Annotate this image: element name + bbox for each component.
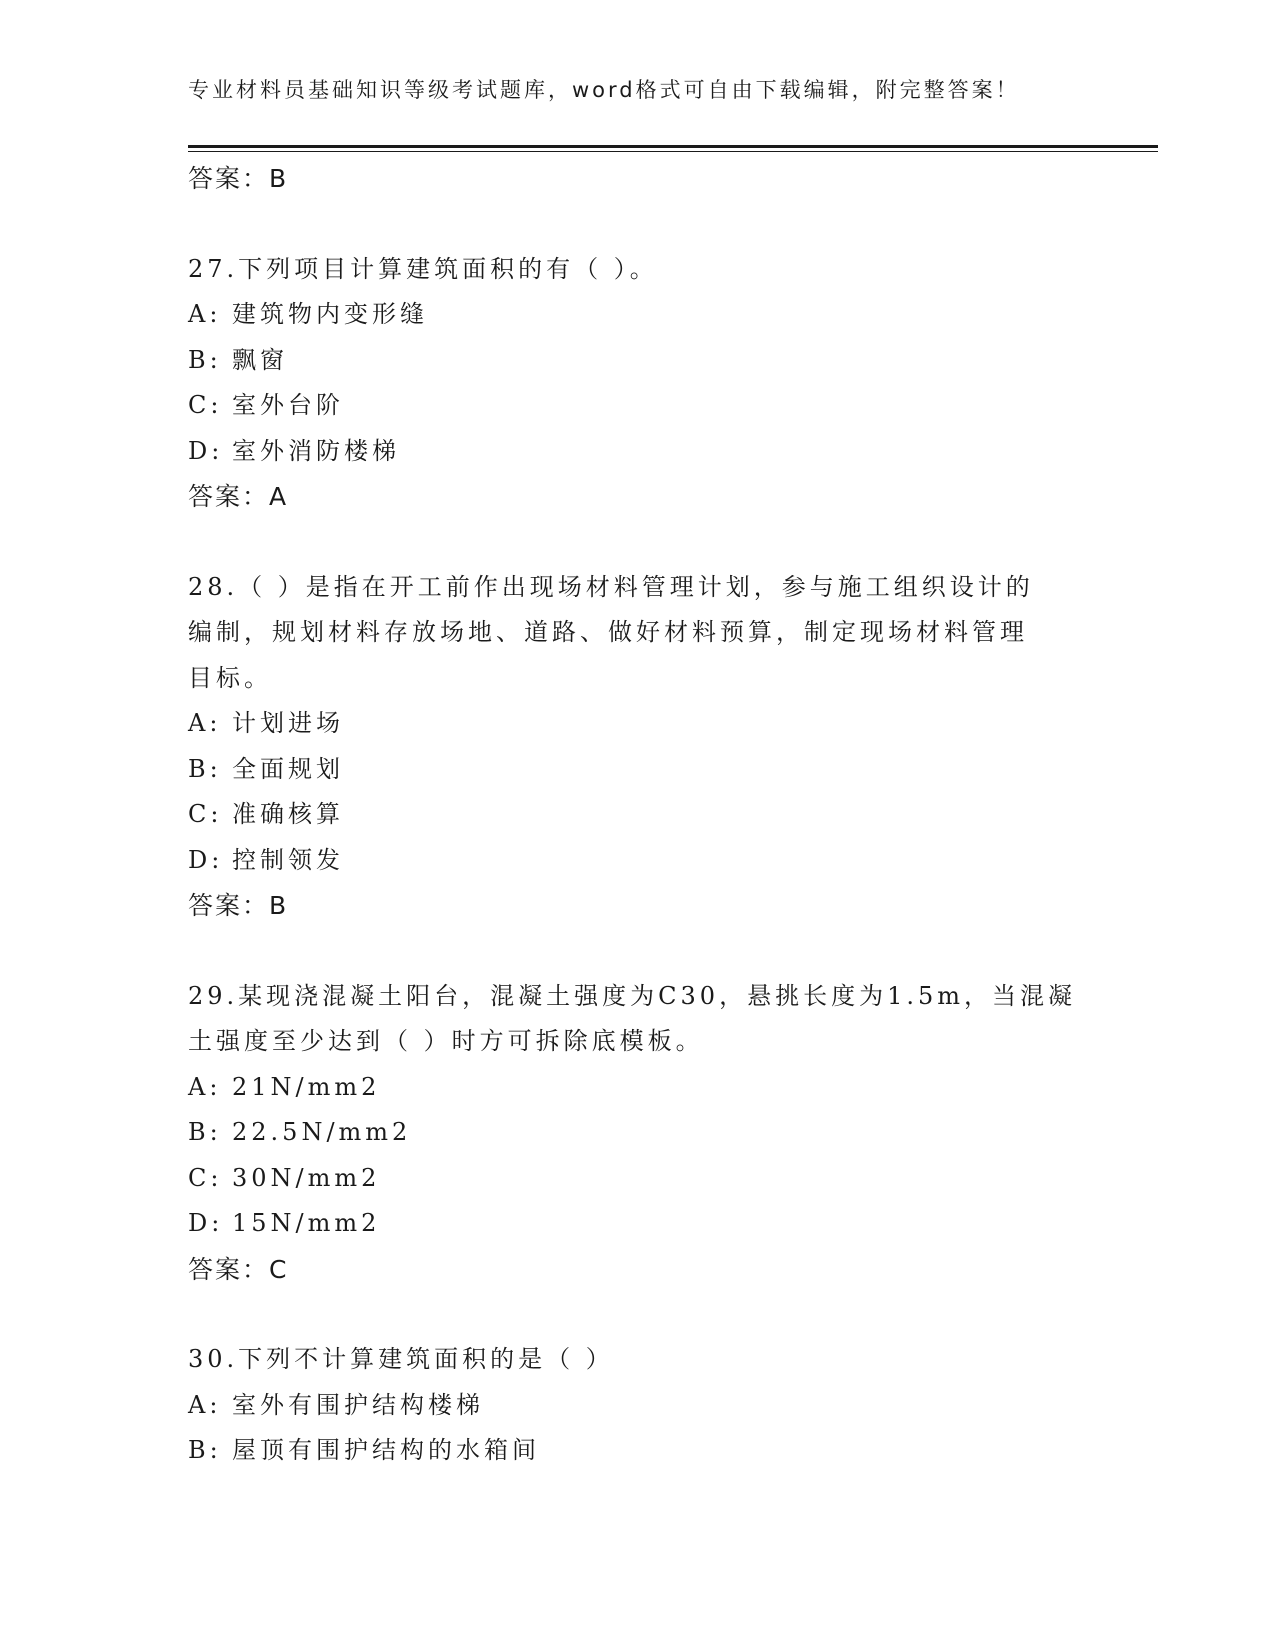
header-rule-thin <box>188 151 1158 152</box>
option-b: B: 全面规划 <box>188 754 344 783</box>
option-a: A: 建筑物内变形缝 <box>188 300 428 328</box>
option-c: C: 30N/mm2 <box>188 1163 381 1192</box>
answer-line: 答案：B <box>188 164 289 193</box>
option-a: A: 21N/mm2 <box>188 1072 381 1101</box>
answer-line: 答案：A <box>188 482 289 511</box>
option-a: A: 室外有围护结构楼梯 <box>188 1390 484 1419</box>
option-d: D: 控制领发 <box>188 845 344 874</box>
question-list <box>188 156 1088 1474</box>
option-c: C: 室外台阶 <box>188 391 344 419</box>
question-27 <box>188 247 1088 520</box>
option-d: D: 15N/mm2 <box>188 1209 381 1237</box>
question-stem-line: 土强度至少达到（ ）时方可拆除底模板。 <box>188 1027 704 1055</box>
question-stem: 27.下列项目计算建筑面积的有（ ）。 <box>188 254 658 283</box>
answer-line: 答案：B <box>188 891 289 920</box>
option-b: B: 屋顶有围护结构的水箱间 <box>188 1436 540 1464</box>
question-stem-line: 编制，规划材料存放场地、道路、做好材料预算，制定现场材料管理 <box>188 618 1028 646</box>
question-28 <box>188 565 1088 929</box>
answer-line: 答案：C <box>188 1254 289 1284</box>
option-b: B: 22.5N/mm2 <box>188 1118 412 1146</box>
question-30 <box>188 1337 1088 1474</box>
header-rule-thick <box>188 145 1158 148</box>
option-b: B: 飘窗 <box>188 345 288 374</box>
option-d: D: 室外消防楼梯 <box>188 436 400 465</box>
question-stem-line: 目标。 <box>188 663 272 692</box>
question-stem-line: 28.（ ）是指在开工前作出现场材料管理计划，参与施工组织设计的 <box>188 572 1034 601</box>
page-header: 专业材料员基础知识等级考试题库，word格式可自由下载编辑，附完整答案！ <box>188 78 1020 102</box>
option-c: C: 准确核算 <box>188 800 344 828</box>
question-29 <box>188 974 1088 1293</box>
option-a: A: 计划进场 <box>188 709 344 737</box>
question-stem-line: 29.某现浇混凝土阳台，混凝土强度为C30，悬挑长度为1.5m，当混凝 <box>188 981 1076 1010</box>
question-stem: 30.下列不计算建筑面积的是（ ） <box>188 1345 614 1373</box>
